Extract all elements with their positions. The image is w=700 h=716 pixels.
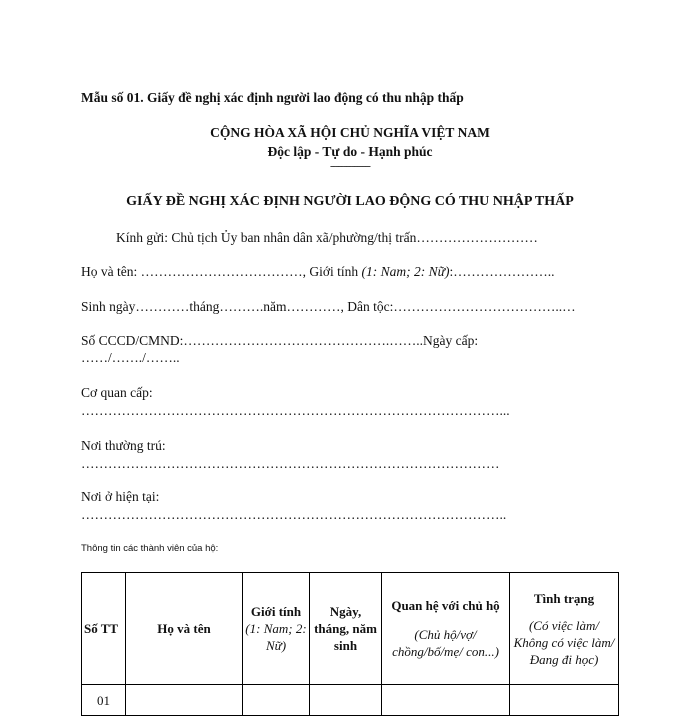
motto-rule: --------------- [330,160,370,172]
current-address-label: Nơi ở hiện tại: [81,489,160,504]
header-no: Số TT [82,573,126,685]
header-gender-note: (1: Nam; 2: Nữ) [245,621,307,653]
residence-label: Nơi thường trú: [81,438,166,453]
header-name: Họ và tên [126,573,243,685]
form-label: Mẫu số 01. Giấy đề nghị xác định người lao động có thu nhập thấp [81,90,464,105]
nation-heading: CỘNG HÒA XÃ HỘI CHỦ NGHĨA VIỆT NAM [210,125,490,140]
gender-field: :………………….. [449,264,555,279]
header-relation: Quan hệ với chủ hộ (Chủ hộ/vợ/ chồng/bố/mẹ/ con...) [382,573,510,685]
issuer-dots: …………………………………………………………………………………... [81,403,510,418]
header-dob: Ngày, tháng, năm sinh [310,573,382,685]
issuer-label: Cơ quan cấp: [81,385,153,400]
header-status: Tình trạng (Có việc làm/ Không có việc làm/ Đang đi học) [510,573,619,685]
row-status-cell [510,685,619,716]
name-label: Họ và tên: ………………………………, Giới tính [81,264,362,279]
name-gender-line [81,263,555,281]
header-gender: Giới tính (1: Nam; 2: Nữ) [243,573,310,685]
header-relation-note: (Chủ hộ/vợ/ chồng/bố/mẹ/ con...) [392,627,499,659]
row-no: 01 [82,685,126,716]
document-title: GIẤY ĐỀ NGHỊ XÁC ĐỊNH NGƯỜI LAO ĐỘNG CÓ THU NHẬP THẤP [126,194,574,209]
row-relation-cell [382,685,510,716]
motto: Độc lập - Tự do - Hạnh phúc [267,144,433,159]
table-row [82,685,619,716]
table-header-row [82,573,619,685]
addressee-line: Kính gửi: Chủ tịch Ủy ban nhân dân xã/phường/thị trấn……………………… [116,230,538,245]
residence-dots: ………………………………………………………………………………… [81,456,500,471]
members-table [81,572,619,716]
row-gender-cell [243,685,310,716]
id-date: ……/……./…….. [81,350,180,365]
members-intro: Thông tin các thành viên của hộ: [81,543,219,554]
row-dob-cell [310,685,382,716]
gender-hint: (1: Nam; 2: Nữ) [361,264,450,279]
current-address-dots: ………………………………………………………………………………….. [81,507,507,522]
row-name-cell [126,685,243,716]
header-status-note: (Có việc làm/ Không có việc làm/ Đang đi học) [513,617,615,667]
id-line: Số CCCD/CMND:……………………………………….……..Ngày cấp: [81,333,479,348]
birth-ethnicity-line: Sinh ngày…………tháng……….năm…………, Dân tộc:………………………………..… [81,299,576,314]
